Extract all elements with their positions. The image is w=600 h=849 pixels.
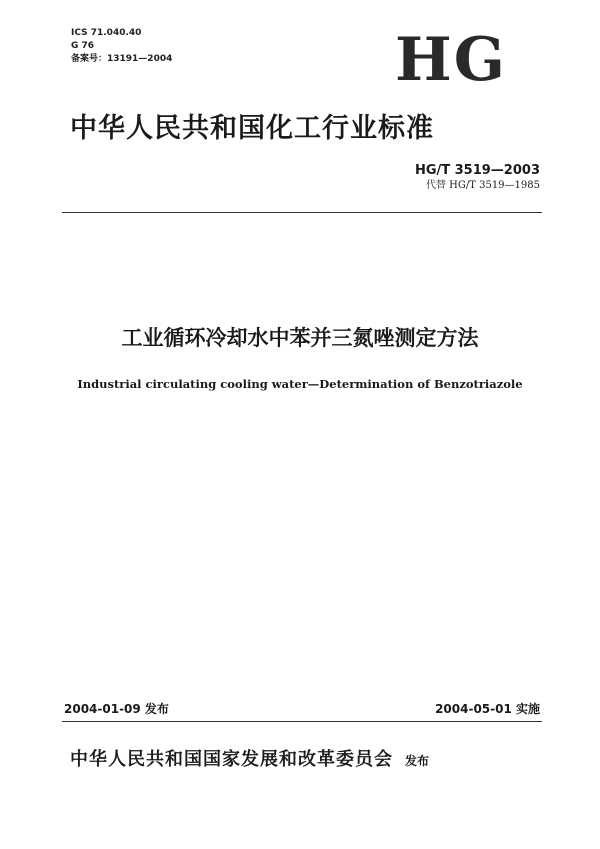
classification-block xyxy=(71,27,172,66)
issuer-block xyxy=(70,746,429,774)
bottom-divider xyxy=(62,721,542,722)
organization-title: 中华人民共和国化工行业标准 xyxy=(70,113,434,144)
issue-date: 2004-01-09 发布 xyxy=(64,702,169,716)
standard-number: HG/T 3519—2003 xyxy=(414,163,540,178)
implementation-date: 2004-05-01 实施 xyxy=(435,702,540,716)
replaces-standard: 代替 HG/T 3519—1985 xyxy=(425,180,540,191)
record-number: 备案号：13191—2004 xyxy=(71,54,173,64)
top-divider xyxy=(62,212,542,213)
issuer-name: 中华人民共和国国家发展和改革委员会 xyxy=(70,749,393,770)
document-title-chinese: 工业循环冷却水中苯并三氮唑测定方法 xyxy=(121,326,479,350)
standard-number-block xyxy=(415,163,540,192)
document-title-english: Industrial circulating cooling water—Determination of Benzotriazole xyxy=(77,377,523,391)
ccs-code: G 76 xyxy=(71,41,95,51)
hg-logo: HG xyxy=(395,25,507,95)
issuer-suffix: 发布 xyxy=(405,754,430,768)
ics-code: ICS 71.040.40 xyxy=(71,28,142,38)
